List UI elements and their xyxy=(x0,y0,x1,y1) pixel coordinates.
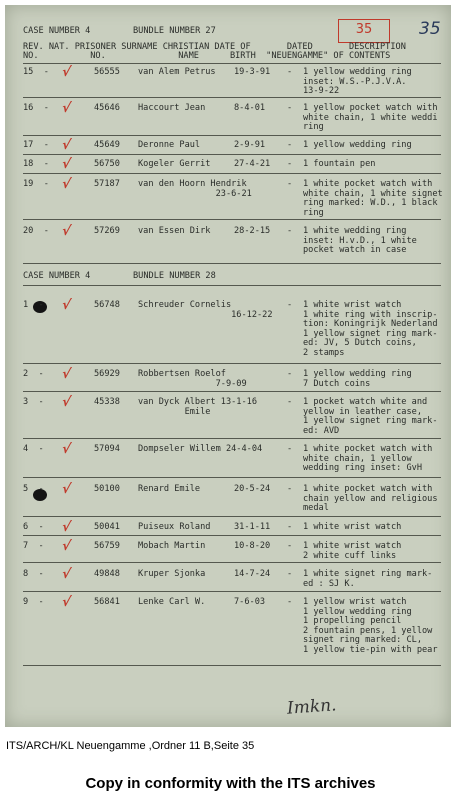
row-birth: 10-8-20 xyxy=(234,541,271,551)
row-dash: - xyxy=(287,103,293,113)
check-mark-icon: √ xyxy=(60,482,72,497)
row-dash: - xyxy=(287,179,293,189)
row-dash: - xyxy=(287,522,293,532)
row-rule xyxy=(23,665,441,666)
page-number-handwritten: 35 xyxy=(419,19,441,39)
check-mark-icon: √ xyxy=(60,367,72,382)
row-birth: 28-2-15 xyxy=(234,226,271,236)
row-name: Haccourt Jean xyxy=(138,103,206,113)
row-contents: 1 pocket watch white and yellow in leather case, 1 yellow signet ring mark- ed: AVD xyxy=(303,397,438,436)
row-rule xyxy=(23,154,441,155)
row-prisoner-no: 56929 xyxy=(94,369,120,379)
row-rev-no: 19 - xyxy=(23,179,49,189)
row-name: van Essen Dirk xyxy=(138,226,211,236)
row-contents: 1 white wedding ring inset: H.v.D., 1 white pocket watch in case xyxy=(303,226,417,256)
check-mark-icon: √ xyxy=(60,567,72,582)
row-rev-no: 1 - xyxy=(23,300,44,310)
check-mark-icon: √ xyxy=(60,101,72,116)
row-dash: - xyxy=(287,541,293,551)
column-headers-2: NO. NO. NAME BIRTH "NEUENGAMME" OF CONTENTS xyxy=(23,51,391,61)
row-contents: 1 white signet ring mark- ed : SJ K. xyxy=(303,569,433,589)
row-dash: - xyxy=(287,300,293,310)
row-rule xyxy=(23,391,441,392)
row-birth: 8-4-01 xyxy=(234,103,266,113)
row-name: Renard Emile xyxy=(138,484,201,494)
row-dash: - xyxy=(287,484,293,494)
row-contents: 1 yellow wedding ring inset: W.S.-P.J.V.A. 13-9-22 xyxy=(303,67,412,97)
row-prisoner-no: 45646 xyxy=(94,103,120,113)
row-rule xyxy=(23,173,441,174)
row-birth: 14-7-24 xyxy=(234,569,271,579)
row-rev-no: 20 - xyxy=(23,226,49,236)
row-dash: - xyxy=(287,67,293,77)
row-rev-no: 15 - xyxy=(23,67,49,77)
check-mark-icon: √ xyxy=(60,520,72,535)
row-birth: 20-5-24 xyxy=(234,484,271,494)
row-name: Deronne Paul xyxy=(138,140,201,150)
row-dash: - xyxy=(287,597,293,607)
row-prisoner-no: 56750 xyxy=(94,159,120,169)
row-rule xyxy=(23,263,441,264)
row-dash: - xyxy=(287,369,293,379)
row-name: Schreuder Cornelis 16-12-22 xyxy=(138,300,273,320)
copy-note: Copy in conformity with the ITS archives xyxy=(85,775,376,792)
row-rule xyxy=(23,477,441,478)
check-mark-icon: √ xyxy=(60,177,72,192)
row-dash: - xyxy=(287,140,293,150)
row-prisoner-no: 56555 xyxy=(94,67,120,77)
row-name: Dompseler Willem 24-4-04 xyxy=(138,444,263,454)
row-prisoner-no: 50100 xyxy=(94,484,120,494)
check-mark-icon: √ xyxy=(60,595,72,610)
row-prisoner-no: 49848 xyxy=(94,569,120,579)
row-contents: 1 yellow wedding ring 7 Dutch coins xyxy=(303,369,412,389)
row-prisoner-no: 50041 xyxy=(94,522,120,532)
row-dash: - xyxy=(287,226,293,236)
row-name: Mobach Martin xyxy=(138,541,206,551)
row-contents: 1 fountain pen xyxy=(303,159,376,169)
row-contents: 1 white wrist watch 2 white cuff links xyxy=(303,541,402,561)
row-prisoner-no: 45649 xyxy=(94,140,120,150)
row-rule xyxy=(23,135,441,136)
case-label-2: CASE NUMBER 4 xyxy=(23,271,91,281)
row-rev-no: 2 - xyxy=(23,369,44,379)
archive-reference: ITS/ARCH/KL Neuengamme ,Ordner 11 B,Seite 35 xyxy=(6,740,255,752)
column-headers-1: REV. NAT. PRISONER SURNAME CHRISTIAN DATE OF DATED DESCRIPTION xyxy=(23,42,406,52)
row-birth: 7-6-03 xyxy=(234,597,266,607)
row-rule xyxy=(23,97,441,98)
row-rule xyxy=(23,535,441,536)
row-prisoner-no: 56759 xyxy=(94,541,120,551)
row-contents: 1 white wrist watch xyxy=(303,522,402,532)
row-contents: 1 yellow wedding ring xyxy=(303,140,412,150)
row-contents: 1 white pocket watch with chain yellow and religious medal xyxy=(303,484,438,514)
row-birth: 19-3-91 xyxy=(234,67,271,77)
header-rule xyxy=(23,63,441,64)
row-prisoner-no: 45338 xyxy=(94,397,120,407)
row-rev-no: 4 - xyxy=(23,444,44,454)
row-prisoner-no: 57187 xyxy=(94,179,120,189)
check-mark-icon: √ xyxy=(60,442,72,457)
row-birth: 31-1-11 xyxy=(234,522,271,532)
row-dash: - xyxy=(287,444,293,454)
row-rule xyxy=(23,363,441,364)
row-contents: 1 yellow wrist watch 1 yellow wedding ring 1 propelling pencil 2 fountain pens, 1 yellow signet ring marked: CL, 1 yellow tie-pin with pear xyxy=(303,597,438,655)
row-rule xyxy=(23,219,441,220)
row-name: Kruper Sjonka xyxy=(138,569,206,579)
header2-rule xyxy=(23,285,441,286)
row-birth: 2-9-91 xyxy=(234,140,266,150)
check-mark-icon: √ xyxy=(60,138,72,153)
row-dash: - xyxy=(287,397,293,407)
row-prisoner-no: 56841 xyxy=(94,597,120,607)
row-rev-no: 6 - xyxy=(23,522,44,532)
row-name: van Alem Petrus xyxy=(138,67,216,77)
check-mark-icon: √ xyxy=(60,395,72,410)
row-name: Robbertsen Roelof 7-9-09 xyxy=(138,369,247,389)
case-label: CASE NUMBER 4 xyxy=(23,26,91,36)
row-rule xyxy=(23,591,441,592)
check-mark-icon: √ xyxy=(60,298,72,313)
row-rule xyxy=(23,516,441,517)
signature: Imkn. xyxy=(286,695,338,719)
row-prisoner-no: 56748 xyxy=(94,300,120,310)
row-contents: 1 white pocket watch with white chain, 1 white signet ring marked: W.D., 1 black ring xyxy=(303,179,443,218)
row-rev-no: 3 - xyxy=(23,397,44,407)
row-contents: 1 white pocket watch with white chain, 1 yellow wedding ring inset: GvH xyxy=(303,444,433,474)
row-contents: 1 white wrist watch 1 white ring with inscrip- tion: Koningrijk Nederland 1 yellow signet ring mark- ed: JV, 5 Dutch coins, 2 stamps xyxy=(303,300,438,358)
row-name: van den Hoorn Hendrik 23-6-21 xyxy=(138,179,252,199)
stamp-box: 35 xyxy=(338,19,390,43)
check-mark-icon: √ xyxy=(60,224,72,239)
row-dash: - xyxy=(287,569,293,579)
row-prisoner-no: 57269 xyxy=(94,226,120,236)
bundle-label-2: BUNDLE NUMBER 28 xyxy=(133,271,216,281)
row-rev-no: 8 - xyxy=(23,569,44,579)
row-dash: - xyxy=(287,159,293,169)
check-mark-icon: √ xyxy=(60,157,72,172)
row-name: Puiseux Roland xyxy=(138,522,211,532)
document-scan xyxy=(5,5,451,727)
row-contents: 1 yellow pocket watch with white chain, 1 white weddi ring xyxy=(303,103,438,133)
row-rev-no: 17 - xyxy=(23,140,49,150)
row-rev-no: 7 - xyxy=(23,541,44,551)
check-mark-icon: √ xyxy=(60,539,72,554)
row-rule xyxy=(23,562,441,563)
row-name: Kogeler Gerrit xyxy=(138,159,211,169)
row-rev-no: 16 - xyxy=(23,103,49,113)
row-rev-no: 9 - xyxy=(23,597,44,607)
bundle-label: BUNDLE NUMBER 27 xyxy=(133,26,216,36)
row-name: Lenke Carl W. xyxy=(138,597,206,607)
row-birth: 27-4-21 xyxy=(234,159,271,169)
row-rule xyxy=(23,438,441,439)
row-name: van Dyck Albert 13-1-16 Emile xyxy=(138,397,257,417)
row-rev-no: 5 - xyxy=(23,484,44,494)
row-prisoner-no: 57094 xyxy=(94,444,120,454)
check-mark-icon: √ xyxy=(60,65,72,80)
row-rev-no: 18 - xyxy=(23,159,49,169)
